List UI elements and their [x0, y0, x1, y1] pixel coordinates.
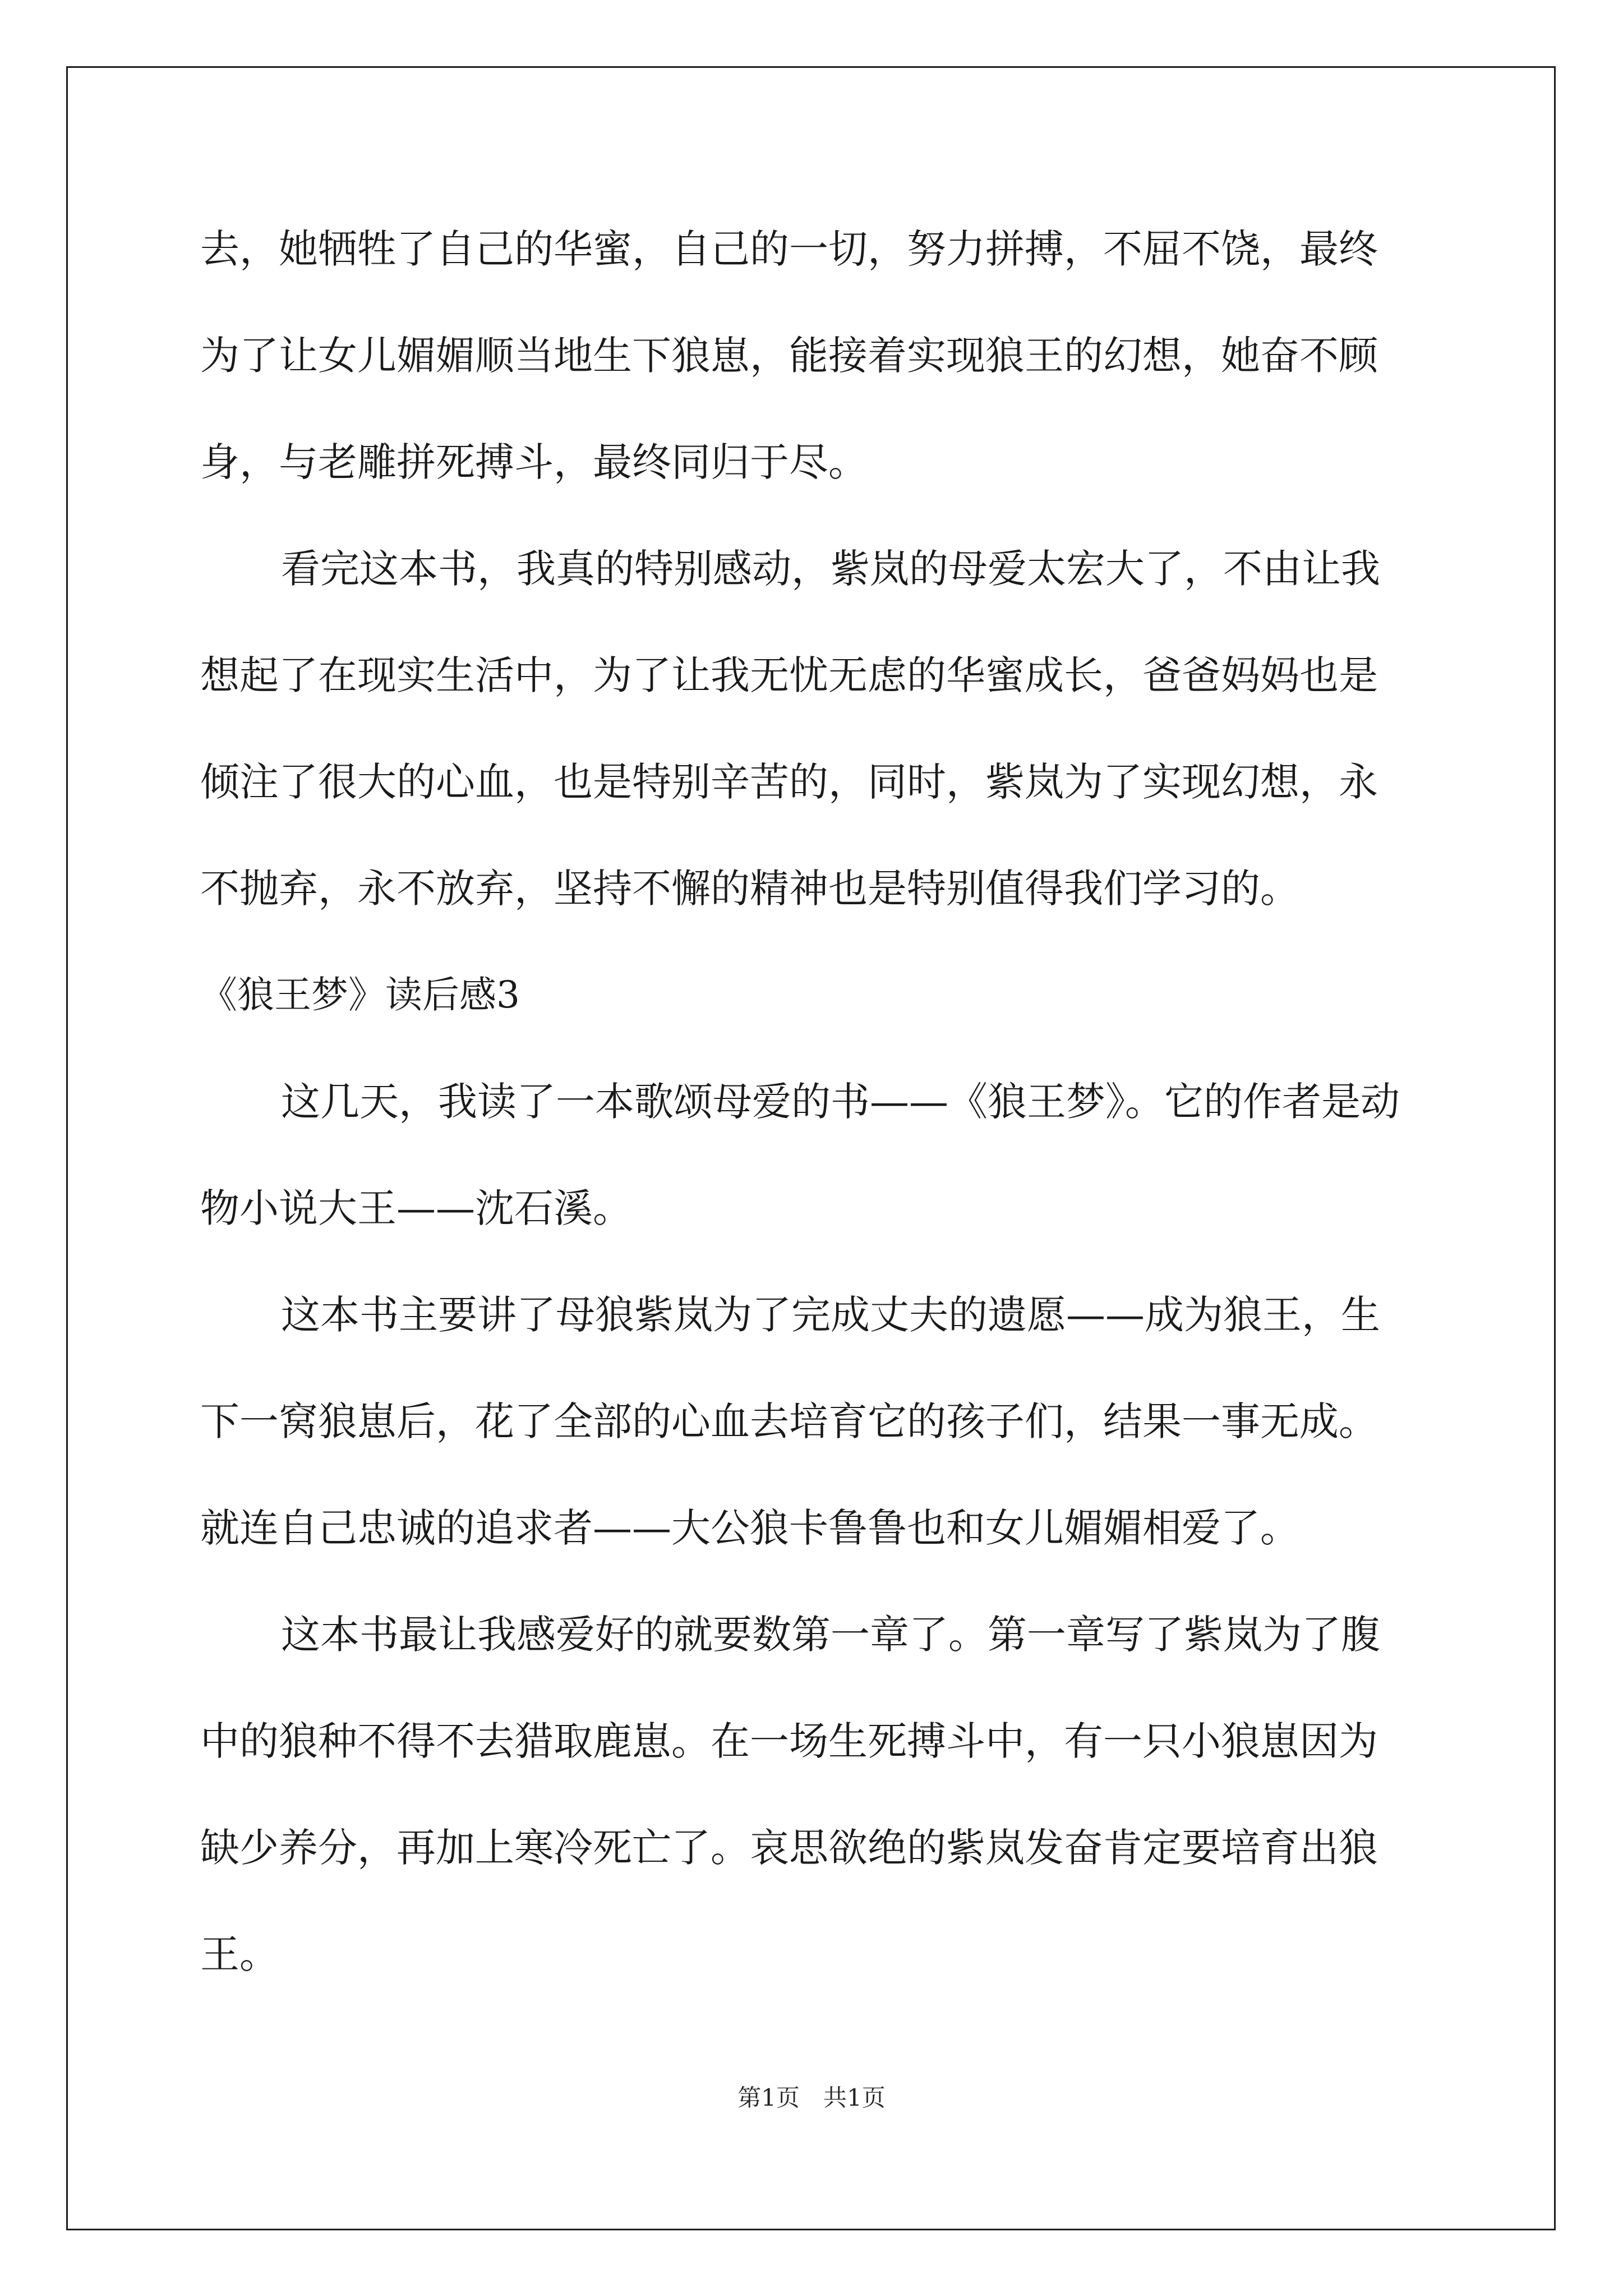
- paragraph-start-line: 这本书主要讲了母狼紫岚为了完成丈夫的遗愿——成为狼王，生: [281, 1292, 1380, 1338]
- text-line: 为了让女儿媚媚顺当地生下狼崽，能接着实现狼王的幻想，她奋不顾: [200, 333, 1378, 379]
- text-line: 物小说大王——沈石溪。: [200, 1185, 632, 1231]
- text-line: 中的狼种不得不去猎取鹿崽。在一场生死搏斗中，有一只小狼崽因为: [200, 1718, 1378, 1764]
- section-heading: 《狼王梦》读后感3: [200, 973, 520, 1016]
- text-line: 下一窝狼崽后，花了全部的心血去培育它的孩子们，结果一事无成。: [200, 1398, 1378, 1444]
- paragraph-start-line: 这几天，我读了一本歌颂母爱的书——《狼王梦》。它的作者是动: [281, 1079, 1400, 1125]
- text-line: 去，她牺牲了自己的华蜜，自己的一切，努力拼搏，不屈不饶，最终: [200, 226, 1378, 272]
- text-line: 想起了在现实生活中，为了让我无忧无虑的华蜜成长，爸爸妈妈也是: [200, 652, 1378, 698]
- page-footer: 第1页 共1页: [737, 2084, 886, 2111]
- text-line: 缺少养分，再加上寒冷死亡了。哀思欲绝的紫岚发奋肯定要培育出狼: [200, 1825, 1378, 1871]
- text-line: 不抛弃，永不放弃，坚持不懈的精神也是特别值得我们学习的。: [200, 866, 1299, 912]
- paragraph-start-line: 这本书最让我感爱好的就要数第一章了。第一章写了紫岚为了腹: [281, 1612, 1380, 1658]
- text-line: 倾注了很大的心血，也是特别辛苦的，同时，紫岚为了实现幻想，永: [200, 759, 1378, 805]
- paragraph-start-line: 看完这本书，我真的特别感动，紫岚的母爱太宏大了，不由让我: [281, 546, 1380, 592]
- page-border: [66, 66, 1556, 2230]
- text-line: 身，与老雕拼死搏斗，最终同归于尽。: [200, 439, 868, 485]
- text-line: 就连自己忠诚的追求者——大公狼卡鲁鲁也和女儿媚媚相爱了。: [200, 1505, 1299, 1551]
- text-line: 王。: [200, 1931, 279, 1977]
